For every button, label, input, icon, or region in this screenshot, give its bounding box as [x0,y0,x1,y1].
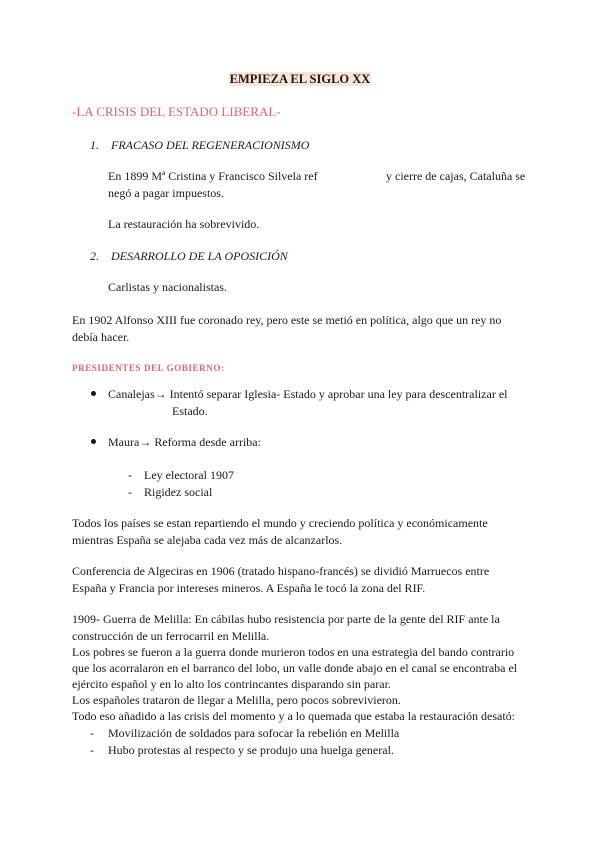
paragraph-alfonso-line-1: En 1902 Alfonso XIII fue coronado rey, pero este se metió en política, algo que un rey no [72,313,502,327]
paragraph-alfonso-line-2: debía hacer. [72,330,130,344]
numbered-item-2 [90,247,288,265]
dash-icon: - [128,468,132,482]
paragraph-paises-line-1: Todos los países se estan repartiendo el mundo y creciendo política y económicamente [72,516,488,530]
item-heading: FRACASO DEL REGENERACIONISMO [111,138,310,152]
item-1-line-1b: y cierre de cajas, Cataluña se [386,169,526,183]
item-1-line-1a: En 1899 Mª Cristina y Francisco Silvela ref [108,169,318,183]
paragraph-melilla-line-6: Los españoles trataron de llegar a Melilla, pero pocos sobrevivieron. [72,693,401,707]
dash-icon: - [90,726,94,740]
president-maura-line-1: Maura→ Reforma desde arriba: [108,435,261,449]
president-canalejas-line-1: Canalejas→ Intentó separar Iglesia- Estado y aprobar una ley para descentralizar el [108,387,508,401]
maura-subitem-2: Rigidez social [144,485,213,499]
item-number: 2. [90,249,99,263]
section-heading: -LA CRISIS DEL ESTADO LIBERAL- [72,104,281,119]
paragraph-algeciras-line-2: España y Francia por intereses mineros. A España le tocó la zona del RIF. [72,581,426,595]
paragraph-paises-line-2: mientras España se alejaba cada vez más de alcanzarlos. [72,533,343,547]
item-heading: DESARROLLO DE LA OPOSICIÓN [111,249,288,263]
dash-icon: - [128,485,132,499]
paragraph-melilla-line-3: Los pobres se fueron a la guerra donde murieron todos en una estrategia del bando contrario [72,645,515,659]
paragraph-melilla-line-2: construcción de un ferrocarril en Melilla. [72,629,270,643]
maura-subitem-1: Ley electoral 1907 [144,468,234,482]
paragraph-algeciras-line-1: Conferencia de Algeciras en 1906 (tratado hispano-francés) se dividió Marruecos entre [72,564,490,578]
paragraph-melilla-line-4: que los acorralaron en el barranco del lobo, un valle donde abajo en el canal se encontraba el [72,661,518,675]
dash-icon: - [90,743,94,757]
bullet-icon [91,439,96,444]
page-title: EMPIEZA EL SIGLO XX [229,72,371,86]
president-canalejas-line-2: Estado. [172,404,208,418]
bullet-icon [91,391,96,396]
item-1-line-3: La restauración ha sobrevivido. [108,217,260,231]
item-number: 1. [90,138,99,152]
numbered-item-1 [90,136,309,154]
final-dash-item-2: Hubo protestas al respecto y se produjo una huelga general. [108,743,394,757]
paragraph-melilla-line-7: Todo eso añadido a las crisis del momento y a lo quemada que estaba la restauración desató: [72,709,516,723]
presidents-heading: PRESIDENTES DEL GOBIERNO: [72,363,225,373]
item-2-line-1: Carlistas y nacionalistas. [108,280,227,294]
item-1-line-2: negó a pagar impuestos. [108,186,224,200]
paragraph-melilla-line-1: 1909- Guerra de Melilla: En cábilas hubo resistencia por parte de la gente del RIF ante la [72,612,500,626]
final-dash-item-1: Movilización de soldados para sofocar la rebelión en Melilla [108,726,400,740]
paragraph-melilla-line-5: ejército español y en lo alto los contrincantes disparando sin parar. [72,677,391,691]
